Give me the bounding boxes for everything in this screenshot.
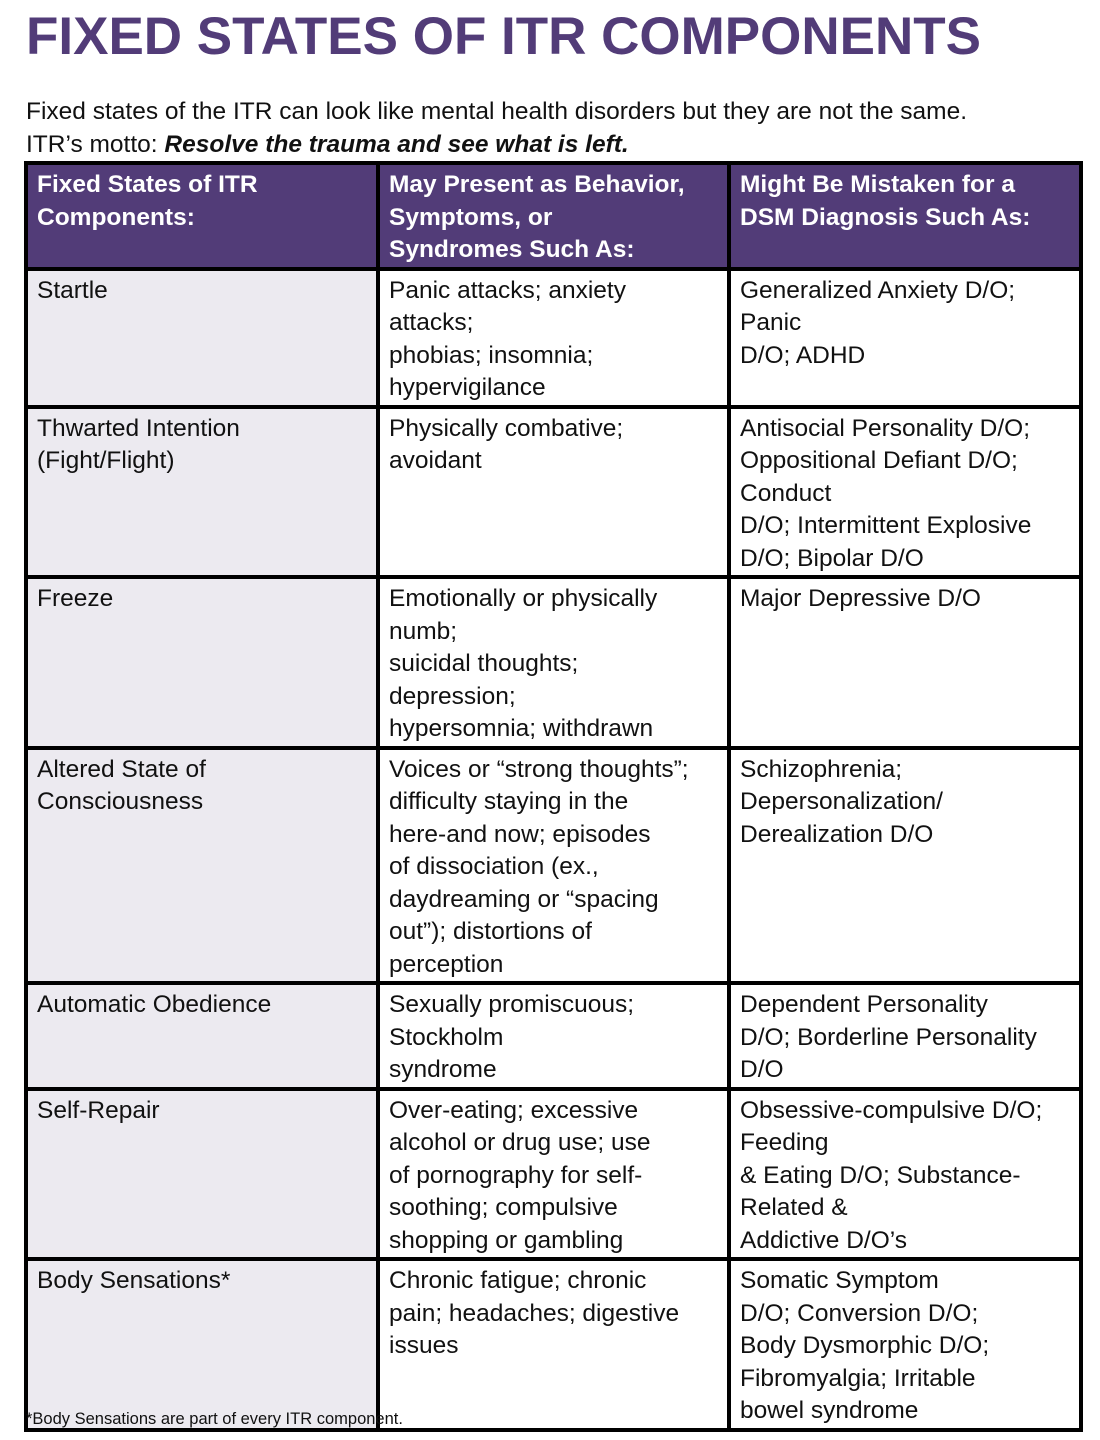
motto-line (26, 129, 967, 162)
diagnosis-cell: Somatic Symptom D/O; Conversion D/O; Body Dysmorphic D/O; Fibromyalgia; Irritable bowel syndrome (729, 1259, 1081, 1430)
table-row (26, 1259, 1081, 1430)
component-cell: Startle (26, 269, 378, 407)
component-cell: Body Sensations* (26, 1259, 378, 1430)
header-dsm-diagnosis: Might Be Mistaken for a DSM Diagnosis Such As: (729, 163, 1081, 269)
diagnosis-cell: Schizophrenia; Depersonalization/ Derealization D/O (729, 748, 1081, 984)
component-cell: Altered State of Consciousness (26, 748, 378, 984)
component-cell: Automatic Obedience (26, 983, 378, 1089)
table-row (26, 748, 1081, 984)
component-cell: Thwarted Intention (Fight/Flight) (26, 407, 378, 578)
diagnosis-cell: Major Depressive D/O (729, 577, 1081, 748)
presentation-cell: Voices or “strong thoughts”; difficulty staying in the here-and now; episodes of dissociation (ex., daydreaming or “spacing out”); distortions of perception (378, 748, 729, 984)
table-row (26, 577, 1081, 748)
footnote: *Body Sensations are part of every ITR component. (26, 1410, 403, 1428)
intro-line: Fixed states of the ITR can look like mental health disorders but they are not the same. (26, 98, 968, 125)
presentation-cell: Chronic fatigue; chronic pain; headaches; digestive issues (378, 1259, 729, 1430)
presentation-cell: Panic attacks; anxiety attacks; phobias; insomnia; hypervigilance (378, 269, 729, 407)
diagnosis-cell: Dependent Personality D/O; Borderline Personality D/O (729, 983, 1081, 1089)
table-row (26, 269, 1081, 407)
header-fixed-states: Fixed States of ITR Components: (26, 163, 378, 269)
itr-table (24, 161, 1083, 1432)
intro-text (26, 96, 967, 161)
table-row (26, 407, 1081, 578)
table-row (26, 983, 1081, 1089)
presentation-cell: Emotionally or physically numb; suicidal thoughts; depression; hypersomnia; withdrawn (378, 577, 729, 748)
diagnosis-cell: Generalized Anxiety D/O; Panic D/O; ADHD (729, 269, 1081, 407)
header-row (26, 163, 1081, 269)
diagnosis-cell: Antisocial Personality D/O; Oppositional Defiant D/O; Conduct D/O; Intermittent Explosive D/O; Bipolar D/O (729, 407, 1081, 578)
presentation-cell: Physically combative; avoidant (378, 407, 729, 578)
table-row (26, 1089, 1081, 1260)
component-cell: Self-Repair (26, 1089, 378, 1260)
motto-label: ITR’s motto: (26, 130, 165, 158)
motto: Resolve the trauma and see what is left. (164, 130, 629, 158)
header-presentation: May Present as Behavior, Symptoms, or Syndromes Such As: (378, 163, 729, 269)
page-title: FIXED STATES OF ITR COMPONENTS (26, 7, 982, 66)
presentation-cell: Over-eating; excessive alcohol or drug use; use of pornography for self- soothing; compulsive shopping or gambling (378, 1089, 729, 1260)
component-cell: Freeze (26, 577, 378, 748)
presentation-cell: Sexually promiscuous; Stockholm syndrome (378, 983, 729, 1089)
diagnosis-cell: Obsessive-compulsive D/O; Feeding & Eating D/O; Substance- Related & Addictive D/O’s (729, 1089, 1081, 1260)
